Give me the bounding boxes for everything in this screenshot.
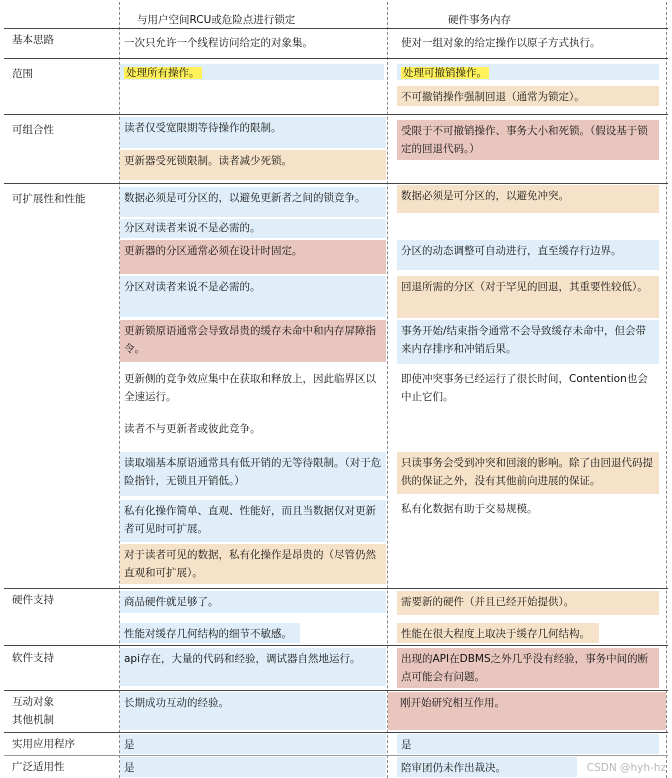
cell-scalability-c1d: 分区对读者来说不是必需的。	[120, 276, 386, 317]
row-divider	[4, 114, 668, 115]
cell-scalability-c1g: 读者不与更新者或彼此竞争。	[124, 423, 261, 435]
row-label-practical: 实用应用程序	[12, 738, 75, 750]
cell-scalability-c2b: 分区的动态调整可自动进行，直至缓存行边界。	[397, 240, 659, 270]
cell-scalability-c1a: 数据必须是可分区的，以避免更新者之间的锁竞争。	[120, 187, 386, 217]
cell-scalability-c1b: 分区对读者来说不是必需的。	[120, 219, 386, 238]
row-label-scalability: 可扩展性和性能	[12, 193, 86, 205]
row-label-interact-1: 互动对象	[12, 696, 54, 708]
cell-scalability-c1j: 对于读者可见的数据，私有化操作是昂贵的（尽管仍然直观和可扩展）。	[120, 544, 386, 584]
cell-hw-c2a: 需要新的硬件（并且已经开始提供）。	[397, 591, 659, 615]
cell-sw-c1: api存在，大量的代码和经验，调试器自然地运行。	[120, 648, 386, 686]
cell-wide-c2: 陪审团仍未作出裁决。	[397, 757, 577, 777]
cell-basic-c2: 使对一组对象的给定操作以原子方式执行。	[401, 37, 601, 49]
cell-scalability-c2d: 事务开始/结束指令通常不会导致缓存未命中，但会带来内存排序和冲销后果。	[397, 320, 659, 364]
cell-practical-c1: 是	[120, 734, 386, 754]
cell-scalability-c1i: 私有化操作简单、直观、性能好，而且当数据仅对更新者可见时可扩展。	[120, 500, 386, 542]
cell-scope-c1	[120, 64, 384, 80]
cell-wide-c1: 是	[120, 757, 386, 777]
cell-scalability-c2c: 回退所需的分区（对于罕见的回退，其重要性较低）。	[397, 276, 659, 318]
cell-composable-c1a: 读者仅受宽限期等待操作的限制。	[120, 117, 386, 148]
row-divider	[4, 588, 668, 589]
row-divider	[4, 58, 668, 59]
row-divider	[4, 183, 668, 184]
cell-sw-c2: 出现的API在DBMS之外几乎没有经验，事务中间的断点可能会有问题。	[397, 648, 659, 688]
cell-scalability-c2e: 即使冲突事务已经运行了很长时间，Contention也会中止它们。	[401, 373, 648, 403]
highlight-text: 处理所有操作。	[126, 67, 200, 79]
cell-scalability-c2g: 私有化数据有助于交易规模。	[401, 503, 538, 515]
row-label-interact-2: 其他机制	[12, 714, 54, 726]
cell-interact-c2: 刚开始研究相互作用。	[388, 692, 666, 730]
cell-composable-c2: 受限于不可撤销操作、事务大小和死锁。（假设基于锁定的回退代码。）	[397, 120, 659, 160]
row-label-sw: 软件支持	[12, 652, 54, 664]
row-divider	[4, 755, 668, 756]
column-divider	[666, 2, 667, 778]
cell-hw-c1b: 性能对缓存几何结构的细节不敏感。	[120, 623, 300, 643]
column-divider	[387, 2, 388, 778]
cell-scalability-c1h: 读取端基本原语通常具有低开销的无等待限制。（对于危险指针，无锁且开销低。）	[120, 452, 386, 496]
cell-basic-c1: 一次只允许一个线程访问给定的对象集。	[124, 37, 313, 49]
cell-scalability-c1c: 更新器的分区通常必须在设计时固定。	[120, 240, 386, 274]
cell-scalability-c2f: 只读事务会受到冲突和回滚的影响。除了由回退代码提供的保证之外，没有其他前向进展的保证。	[397, 452, 659, 494]
cell-hw-c2b: 性能在很大程度上取决于缓存几何结构。	[397, 623, 599, 643]
row-label-scope: 范围	[12, 68, 33, 80]
cell-scalability-c2a: 数据必须是可分区的，以避免冲突。	[397, 185, 659, 213]
cell-hw-c1a: 商品硬件就足够了。	[120, 591, 386, 613]
cell-interact-c1: 长期成功互动的经验。	[120, 692, 386, 730]
highlight-text: 处理可撤销操作。	[403, 67, 487, 79]
row-divider	[4, 645, 668, 646]
header-col1: 与用户空间RCU或危险点进行锁定	[137, 14, 296, 26]
row-label-basic: 基本思路	[12, 34, 54, 46]
cell-practical-c2: 是	[397, 734, 659, 754]
row-label-composable: 可组合性	[12, 124, 54, 136]
cell-scalability-c1f: 更新侧的竞争效应集中在获取和释放上，因此临界区以全速运行。	[124, 373, 376, 403]
watermark: CSDN @hyh-hz	[586, 762, 666, 774]
header-col2: 硬件事务内存	[448, 14, 511, 26]
row-divider	[4, 28, 668, 29]
cell-scope-c2a	[397, 64, 659, 80]
cell-scalability-c1e: 更新锁原语通常会导致昂贵的缓存未命中和内存屏障指令。	[120, 320, 386, 362]
row-label-wide: 广泛适用性	[12, 761, 65, 773]
row-divider	[4, 732, 668, 733]
cell-composable-c1b: 更新器受死锁限制。读者减少死锁。	[120, 150, 386, 180]
row-divider	[4, 690, 668, 691]
row-label-hw: 硬件支持	[12, 594, 54, 606]
cell-scope-c2b: 不可撤销操作强制回退（通常为锁定）。	[397, 86, 659, 106]
